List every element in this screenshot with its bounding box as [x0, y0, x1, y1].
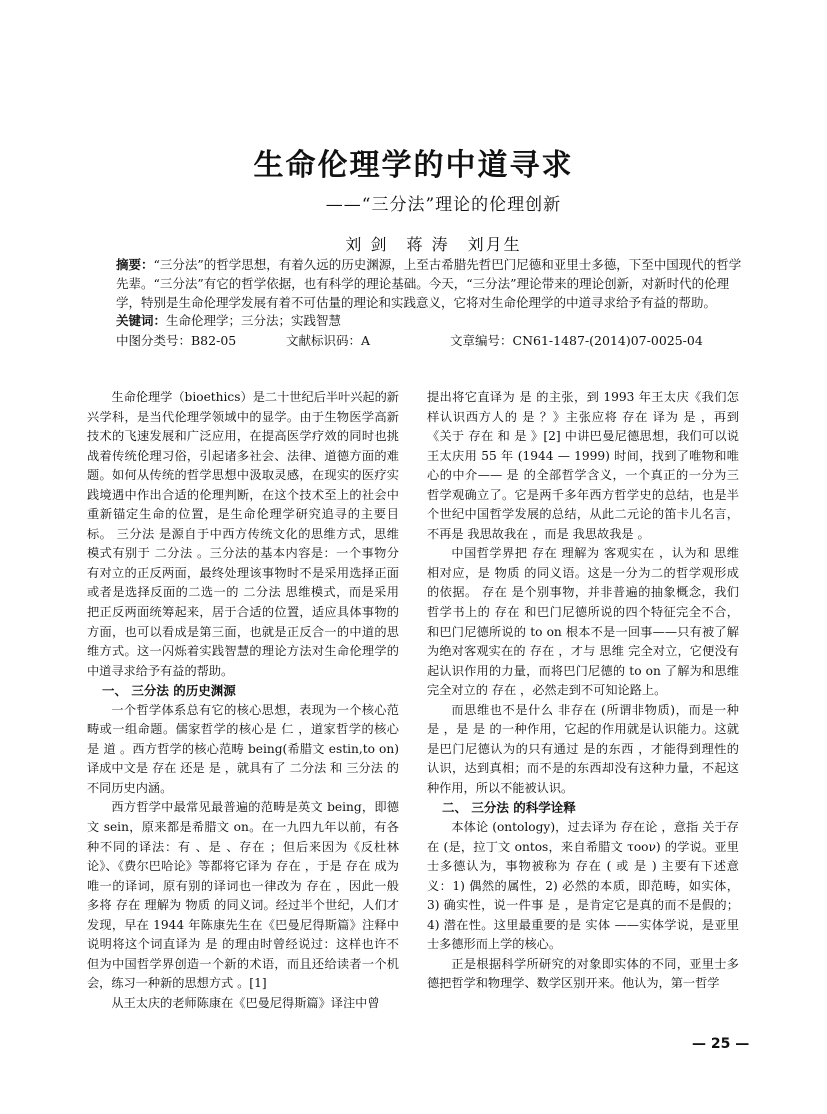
- left-column: [87, 388, 399, 1014]
- section-heading: 二、 三分法 的科学诠释: [442, 800, 576, 816]
- paragraph: 正是根据科学所研究的对象即实体的不同，亚里士多德把哲学和物理学、数学区别开来。他认为，第一哲学: [427, 956, 739, 991]
- clc-number: 中图分类号：B82-05: [116, 333, 237, 348]
- paragraph: 而思维也不是什么 非存在 (所谓非物质)，而是一种 是 ，是 是 的一种作用，它起的作用就是认识能力。这就是巴门尼德认为的只有通过 是的东西 ，才能得到理性的认识，达到真相；而不是的东西却没有这种力量，不起这种作用，所以不能被认识。: [427, 702, 739, 795]
- abstract: [116, 255, 743, 312]
- section-heading: 一、 三分法 的历史渊源: [102, 683, 236, 699]
- paragraph: 生命伦理学（bioethics）是二十世纪后半叶兴起的新兴学科，是当代伦理学领域中的显学。由于生物医学高新技术的飞速发展和广泛应用，在提高医学疗效的同时也挑战着传统伦理习俗，引起诸多社会、法律、道德方面的难题。如何从传统的哲学思想中汲取灵感，在现实的医疗实践境遇中作出合适的伦理判断，在这个技术至上的社会中重新锚定生命的位置，是生命伦理学研究追寻的主要目标。 三分法 是源自于中西方传统文化的思维方式，思维模式有别于 二分法 。三分法的基本内容是：一个事物分有对立的正反两面，最终处理该事物时不是采用选择正面或者是选择反面的二选一的 二分法 思维模式，而是采用把正反两面统筹起来，居于合适的位置，适应具体事物的方面，也可以看成是第三面，也就是正反合一的中道的思维方式。这一闪烁着实践智慧的理论方法对生命伦理学的中道寻求给予有益的帮助。: [87, 390, 399, 678]
- paragraph: 一个哲学体系总有它的核心思想，表现为一个核心范畴或一组命题。儒家哲学的核心是 仁 ，道家哲学的核心是 道 。西方哲学的核心范畴 being(希腊文 estin,to on) 译成中文是 存在 还是 是 ，就具有了 二分法 和 三分法 的不同历史内涵。: [87, 702, 399, 795]
- abstract-text: “三分法”的哲学思想，有着久远的历史渊源，上至古希腊先哲巴门尼德和亚里士多德，下至中国现代的哲学先辈。“三分法”有它的哲学依据，也有科学的理论基础。今天，“三分法”理论带来的理论创新，对新时代的伦理学，特别是生命伦理学发展有着不可估量的理论和实践意义，它将对生命伦理学的中道寻求给予有益的帮助。: [116, 257, 742, 310]
- abstract-label: 摘要：: [116, 257, 154, 272]
- right-column: [427, 388, 739, 994]
- paragraph: 本体论 (ontology)，过去译为 存在论 ，意指 关于存在 (是，拉丁文 ontos，来自希腊文 τοον) 的学说。亚里士多德认为，事物被称为 存在 ( 或 是 ) 主要有下述意义：1) 偶然的属性，2) 必然的本质，即范畴，如实体，3) 确实性，说一件事 是 ，是肯定它是真的而不是假的；4) 潜在性。这里最重要的是 实体 ——实体学说，是亚里士多德形而上学的核心。: [427, 820, 739, 952]
- keywords-label: 关键词：: [116, 313, 167, 328]
- paragraph: 提出将它直译为 是 的主张，到 1993 年王太庆《我们怎样认识西方人的 是 ？》主张应将 存在 译为 是 ，再到《关于 存在 和 是 》[2] 中讲巴曼尼德思想，我们可以说王太庆用 55 年 (1944 — 1999) 时间，找到了唯物和唯心的中介—— 是 的全部哲学含义，一个真正的一分为三哲学观确立了。它是两千多年西方哲学史的总结，也是半个世纪中国哲学发展的总结，从此二元论的笛卡儿名言，不再是 我思故我在 ，而是 我思故我是 。: [427, 390, 739, 541]
- document-code: 文献标识码：A: [286, 333, 371, 348]
- page-number: — 25 —: [692, 1036, 750, 1052]
- article-number: 文章编号：CN61-1487-(2014)07-0025-04: [450, 333, 703, 348]
- paragraph: 中国哲学界把 存在 理解为 客观实在 ，认为和 思维 相对应，是 物质 的同义语。这是一分为二的哲学观形成的依据。 存在 是个别事物，并非普遍的抽象概念，我们哲学书上的 存在 和巴门尼德所说的四个特征完全不合，和巴门尼德所说的 to on 根本不是一回事——只有被了解为绝对客观实在的 存在 ，才与 思维 完全对立，它便没有起认识作用的力量，而将巴门尼德的 to on 了解为和思维完全对立的 存在 ，必然走到不可知论路上。: [427, 546, 739, 698]
- paragraph: 西方哲学中最常见最普遍的范畴是英文 being，即德文 sein，原来都是希腊文 on。在一九四九年以前，有各种不同的译法：有 、是 、存在 ；但后来因为《反杜林论》、《费尔巴哈论》等都将它译为 存在 ，于是 存在 成为唯一的译词，原有别的译词也一律改为 存在 ，因此一般多将 存在 理解为 物质 的同义词。经过半个世纪，人们才发现，早在 1944 年陈康先生在《巴曼尼得斯篇》注释中说明将这个词直译为 是 的理由时曾经说过：这样也许不但为中国哲学界创造一个新的术语，而且还给读者一个机会，练习一种新的思想方式 。[1]: [87, 800, 399, 991]
- keywords: [116, 311, 341, 330]
- page-title: 生命伦理学的中道寻求: [253, 148, 574, 183]
- paragraph: 从王太庆的老师陈康在《巴曼尼得斯篇》译注中曾: [111, 995, 380, 1010]
- subtitle: ——“三分法”理论的伦理创新: [325, 195, 562, 215]
- authors: 刘 剑 蒋 涛 刘月生: [345, 235, 522, 254]
- keywords-text: 生命伦理学；三分法；实践智慧: [166, 313, 342, 328]
